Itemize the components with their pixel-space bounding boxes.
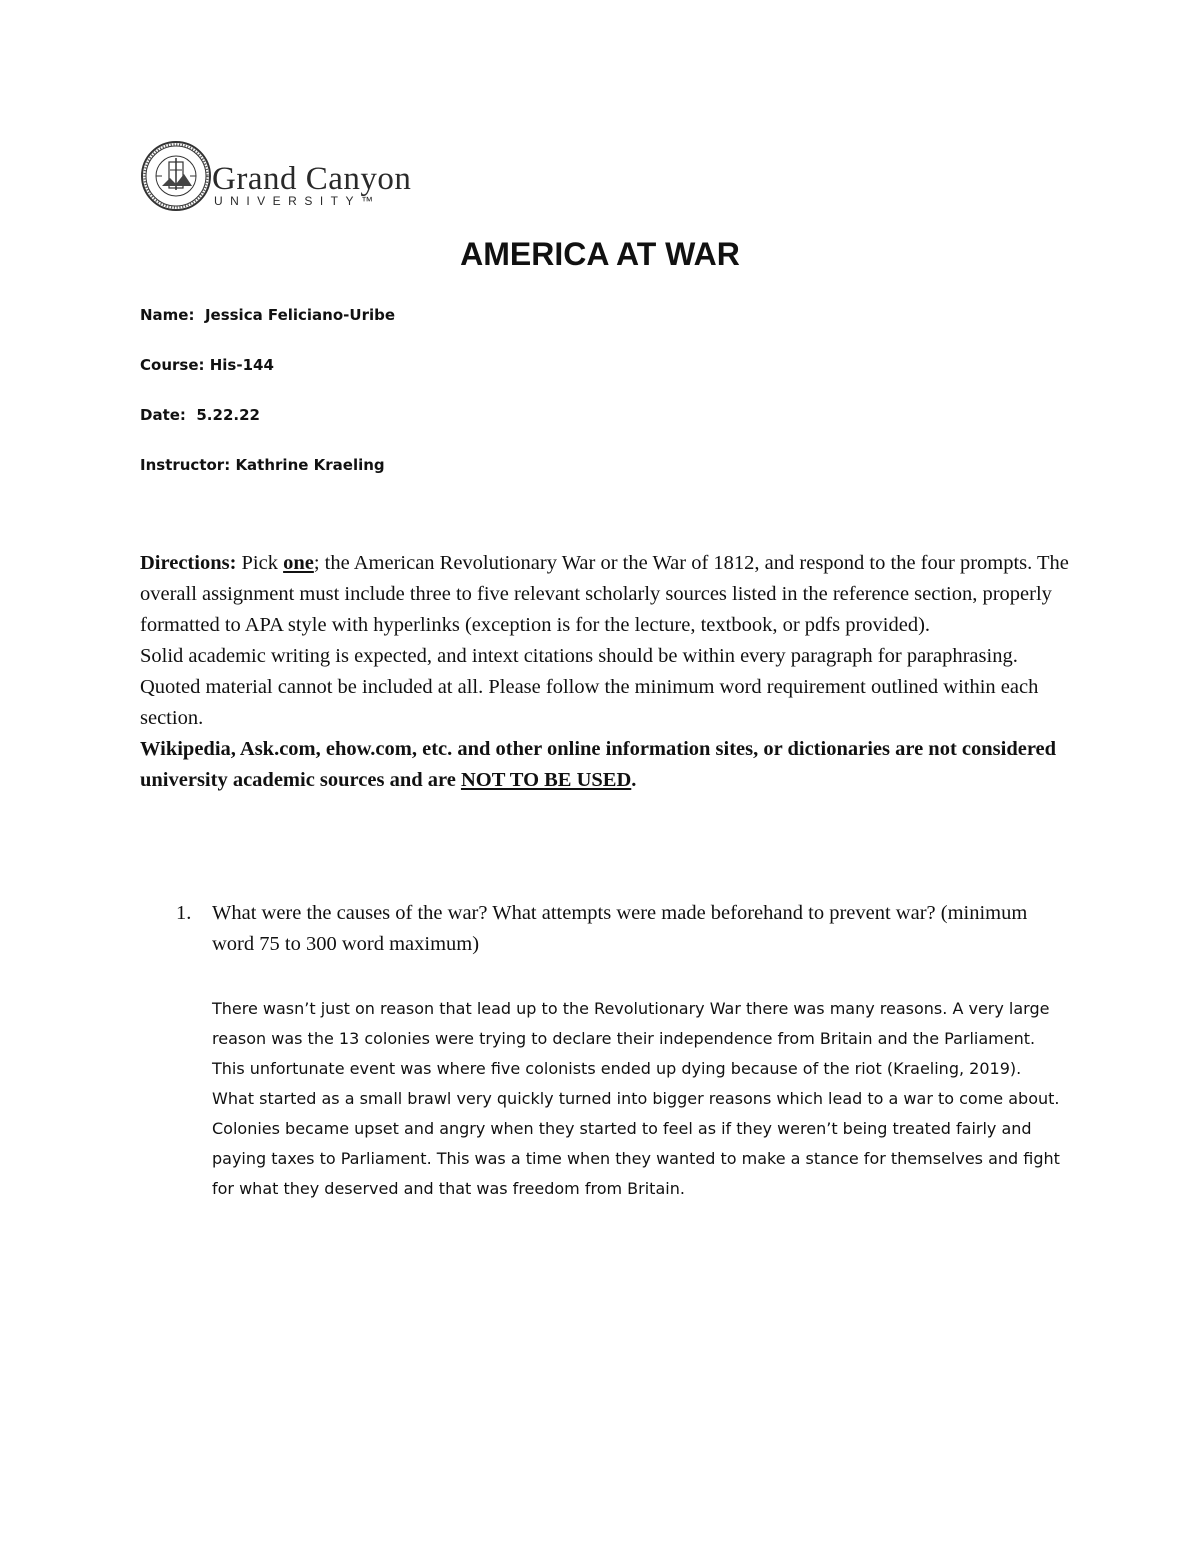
brand-name: Grand Canyon [212,161,412,197]
question-number: 1. [176,902,192,924]
course-label: Course: [140,356,205,374]
name-label: Name: [140,306,195,324]
answer-paragraph: There wasn’t just on reason that lead up to the Revolutionary War there was many reasons. A very large reason was the 13 colonies were trying to declare their independence from Britain and the Parliament. This unfortunate event was where five colonists ended up dying because of the riot (Kraeling, 2019). What started as a small brawl very quickly turned into bigger reasons which lead to a war to come about. Colonies became upset and angry when they started to feel as if they weren’t being treated fairly and paying taxes to Parliament. This was a time when they wanted to make a stance for themselves and fight for what they deserved and that was freedom from Britain. [212,999,1060,1198]
directions-text-2: ; the American Revolutionary War or the War of 1812, and respond to the four prompts. The overall assignment must include three to five relevant scholarly sources listed in the reference section, properly formatted to APA style with hyperlinks (exception is for the lecture, textbook, or pdfs provided). [140,552,1069,636]
name-line [140,305,395,325]
course-line [140,355,274,375]
date-value: 5.22.22 [196,406,260,424]
sources-warning [140,734,1070,796]
instructor-value: Kathrine Kraeling [235,456,385,474]
instructor-label: Instructor: [140,456,231,474]
directions-paragraph [140,548,1070,641]
name-value: Jessica Feliciano-Uribe [204,306,396,324]
brand-subtitle: UNIVERSITY™ [214,194,381,208]
document-title: AMERICA AT WAR [460,236,740,272]
instructor-line [140,455,385,475]
sources-warning-text: Wikipedia, Ask.com, ehow.com, etc. and other online information sites, or dictionaries are not considered university academic sources and are [140,738,1057,791]
sources-warning-end: . [631,769,637,791]
date-line [140,405,260,425]
sources-warning-emphasis: NOT TO BE USED [460,769,632,791]
directions-emphasis: one [283,552,314,574]
directions-block [140,548,1070,796]
directions-text-1: Pick [236,552,284,574]
directions-paragraph-2: Solid academic writing is expected, and intext citations should be within every paragraph for paraphrasing. Quoted material cannot be included at all. Please follow the minimum word requirement outlined within each section. [140,645,1039,729]
directions-label: Directions: [140,552,237,574]
university-seal-icon [140,140,212,212]
course-value: His-144 [209,356,274,374]
question-text: What were the causes of the war? What attempts were made beforehand to prevent war? (minimum word 75 to 300 word maximum) [212,902,1028,955]
date-label: Date: [140,406,186,424]
